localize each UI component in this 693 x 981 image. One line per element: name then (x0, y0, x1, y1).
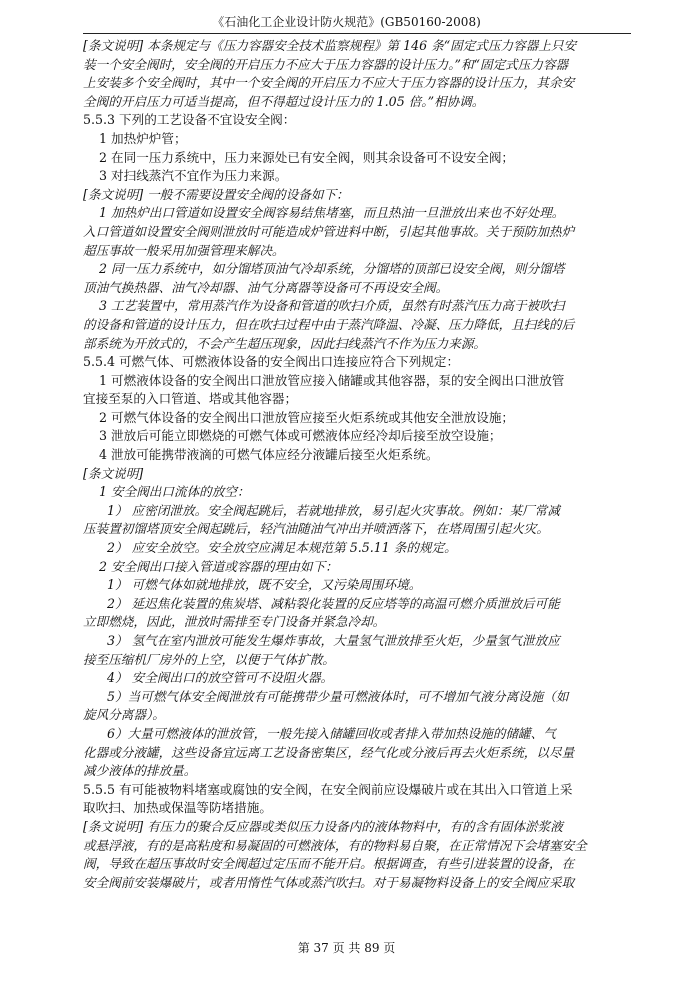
commentary-line: 接至压缩机厂房外的上空，以便于气体扩散。 (83, 651, 335, 667)
commentary-line: 装一个安全阀时，安全阀的开启压力不应大于压力容器的设计压力。”和“固定式压力容器 (83, 56, 569, 72)
commentary-line: 1） 应密闭泄放。安全阀起跳后，若就地排放，易引起火灾事故。例如：某厂常减 (83, 502, 560, 518)
commentary-line: 5）当可燃气体安全阀泄放有可能携带少量可燃液体时，可不增加气液分离设施（如 (83, 688, 569, 704)
commentary-line: 2 安全阀出口接入管道或容器的理由如下： (83, 558, 338, 574)
clause-line: 2 在同一压力系统中，压力来源处已有安全阀，则其余设备可不设安全阀； (83, 149, 515, 165)
commentary-line: 上安装多个安全阀时，其中一个安全阀的开启压力不应大于压力容器的设计压力，其余安 (83, 75, 575, 91)
commentary-line: [条文说明] (83, 465, 144, 481)
commentary-line: 3 工艺装置中，常用蒸汽作为设备和管道的吹扫介质，虽然有时蒸汽压力高于被吹扫 (83, 298, 565, 314)
clause-line: 取吹扫、加热或保温等防堵措施。 (83, 800, 272, 816)
clause-line: 3 对扫线蒸汽不宜作为压力来源。 (83, 168, 288, 184)
page-footer: 第 37 页 共 89 页 (297, 941, 396, 955)
clause-line: 2 可燃气体设备的安全阀出口泄放管应接至火炬系统或其他安全泄放设施； (83, 409, 515, 425)
commentary-line: 压装置初馏塔顶安全阀起跳后，轻汽油随油气冲出并喷洒落下，在塔周围引起火灾。 (83, 521, 549, 537)
commentary-line: 的设备和管道的设计压力，但在吹扫过程中由于蒸汽降温、冷凝、压力降低，且扫线的后 (83, 316, 575, 332)
header-divider (83, 33, 631, 34)
commentary-line: 超压事故一般采用加强管理来解决。 (83, 242, 285, 258)
commentary-line: 部系统为开放式的，不会产生超压现象，因此扫线蒸汽不作为压力来源。 (83, 335, 486, 351)
commentary-line: 全阀的开启压力可适当提高，但不得超过设计压力的 1.05 倍。”相协调。 (83, 93, 485, 109)
commentary-line: 安全阀前安装爆破片，或者用惰性气体或蒸汽吹扫。对于易凝物料设备上的安全阀应采取 (83, 874, 575, 890)
commentary-line: [条文说明] 有压力的聚合反应器或类似压力设备内的液体物料中，有的含有固体淤浆液 (83, 818, 563, 834)
clause-line: 5.5.3 下列的工艺设备不宜设安全阀： (83, 112, 296, 128)
commentary-line: 2） 延迟焦化装置的焦炭塔、减粘裂化装置的反应塔等的高温可燃介质泄放后可能 (83, 595, 560, 611)
clause-line: 宜接至泵的入口管道、塔或其他容器； (83, 391, 298, 407)
commentary-line: 2 同一压力系统中，如分馏塔顶油气冷却系统，分馏塔的顶部已设安全阀，则分馏塔 (83, 261, 565, 277)
commentary-line: 4） 安全阀出口的放空管可不设阻火器。 (83, 670, 334, 686)
running-header: 《石油化工企业设计防火规范》(GB50160-2008) (212, 15, 481, 29)
commentary-line: 1 安全阀出口流体的放空： (83, 484, 250, 500)
commentary-line: 减少液体的排放量。 (83, 763, 197, 779)
commentary-line: 1 加热炉出口管道如设置安全阀容易结焦堵塞，而且热油一旦泄放出来也不好处理。 (83, 205, 565, 221)
clause-line: 5.5.4 可燃气体、可燃液体设备的安全阀出口连接应符合下列规定： (83, 354, 460, 370)
commentary-line: [条文说明] 一般不需要设置安全阀的设备如下： (83, 186, 349, 202)
commentary-line: 化器或分液罐，这些设备宜远离工艺设备密集区，经气化或分液后再去火炬系统，以尽量 (83, 744, 575, 760)
body-text (83, 37, 631, 892)
commentary-line: 顶油气换热器、油气冷却器、油气分离器等设备可不再设安全阀。 (83, 279, 449, 295)
commentary-line: 2） 应安全放空。安全放空应满足本规范第 5.5.11 条的规定。 (83, 540, 457, 556)
commentary-line: 旋风分离器）。 (83, 707, 165, 723)
commentary-line: 阀，导致在超压事故时安全阀超过定压而不能开启。根据调查，有些引进装置的设备，在 (83, 856, 575, 872)
commentary-line: 入口管道如设置安全阀则泄放时可能造成炉管进料中断，引起其他事故。关于预防加热炉 (83, 223, 575, 239)
commentary-line: [条文说明] 本条规定与《压力容器安全技术监察规程》第 146 条“固定式压力容器上只安 (83, 38, 577, 53)
clause-line: 4 泄放可能携带液滴的可燃气体应经分液罐后接至火炬系统。 (83, 447, 439, 463)
commentary-line: 6）大量可燃液体的泄放管，一般先接入储罐回收或者排入带加热设施的储罐、气 (83, 725, 556, 741)
clause-line: 1 可燃液体设备的安全阀出口泄放管应接入储罐或其他容器，泵的安全阀出口泄放管 (83, 372, 565, 388)
commentary-line: 或悬浮液，有的是高粘度和易凝固的可燃液体，有的物料易自聚，在正常情况下会堵塞安全 (83, 837, 587, 853)
commentary-line: 1） 可燃气体如就地排放，既不安全，又污染周围环境。 (83, 577, 422, 593)
commentary-line: 3） 氢气在室内泄放可能发生爆炸事故，大量氢气泄放排至火炬，少量氢气泄放应 (83, 633, 560, 648)
clause-line: 5.5.5 有可能被物料堵塞或腐蚀的安全阀，在安全阀前应设爆破片或在其出入口管道上采 (83, 781, 573, 797)
clause-line: 3 泄放后可能立即燃烧的可燃气体或可燃液体应经冷却后接至放空设施； (83, 428, 502, 444)
clause-line: 1 加热炉炉管； (83, 130, 187, 146)
commentary-line: 立即燃烧，因此，泄放时需排至专门设备并紧急冷却。 (83, 614, 386, 630)
